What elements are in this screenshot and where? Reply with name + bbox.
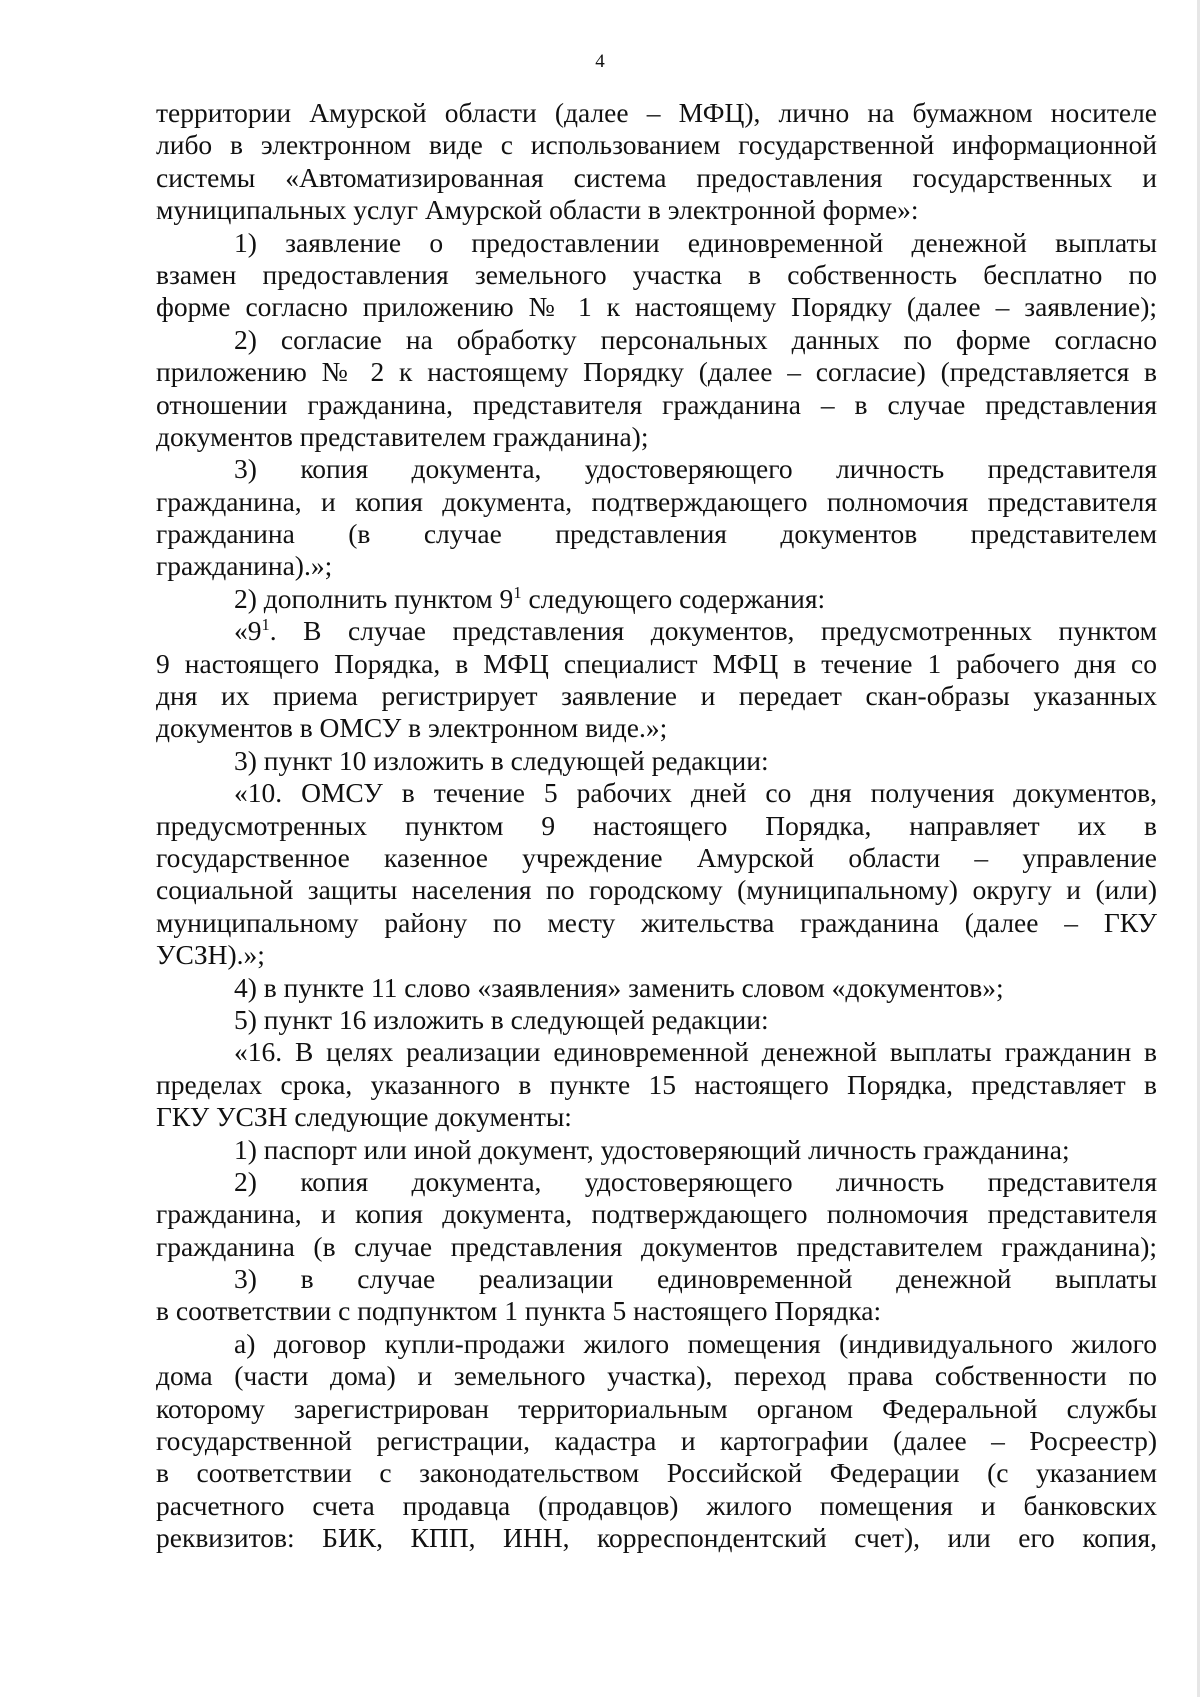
text-line [156,1393,1157,1425]
text-line [156,1101,1157,1133]
text-line [156,389,1157,421]
text-line [156,97,1157,129]
text-line [156,874,1157,906]
text-line [156,291,1157,323]
text-line [156,324,1157,356]
text-line [156,680,1157,712]
text-line-content: 2) дополнить пунктом 9 [234,582,514,614]
text-line-content: УСЗН).»; [156,939,265,971]
text-line [156,162,1157,194]
text-line-content: ГКУ УСЗН следующие документы: [156,1101,572,1133]
text-line [156,648,1157,680]
text-line-content: дня их приема регистрирует заявление и передает скан-образы указанных [156,680,1157,712]
text-line [156,842,1157,874]
text-line-content: социальной защиты населения по городскому (муниципальному) округу и (или) [156,874,1157,906]
text-line [156,939,1157,971]
text-line-content: гражданина).»; [156,550,333,582]
text-line-content: «10. ОМСУ в течение 5 рабочих дней со дня получения документов, [234,777,1157,809]
text-line-content: 3) в случае реализации единовременной денежной выплаты [234,1263,1157,1295]
text-line-content: системы «Автоматизированная система предоставления государственных и [156,161,1157,193]
text-line-content: приложению № 2 к настоящему Порядку (далее – согласие) (представляется в [156,356,1157,388]
text-line [156,259,1157,291]
text-line-content: гражданина (в случае представления документов представителем [156,518,1157,550]
text-line [156,129,1157,161]
text-line [156,1457,1157,1489]
text-line-content: 4) в пункте 11 слово «заявления» заменить словом «документов»; [234,971,1004,1003]
text-line-content: дома (части дома) и земельного участка), переход права собственности по [156,1360,1157,1392]
text-line [156,421,1157,453]
text-line [156,972,1157,1004]
text-line-content: государственное казенное учреждение Амурской области – управление [156,841,1157,873]
text-line [156,1036,1157,1068]
text-line [156,227,1157,259]
text-line-content: 3) пункт 10 изложить в следующей редакции: [234,744,769,776]
text-line-content: либо в электронном виде с использованием государственной информационной [156,129,1157,161]
text-line [156,1425,1157,1457]
text-line-content: взамен предоставления земельного участка в собственность бесплатно по [156,258,1157,290]
text-line-content: муниципальному району по месту жительства гражданина (далее – ГКУ [156,906,1157,938]
document-body [156,97,1157,1555]
text-line [156,583,1157,615]
text-line-content: муниципальных услуг Амурской области в электронной форме»: [156,194,919,226]
text-line-content: расчетного счета продавца (продавцов) жилого помещения и банковских [156,1489,1157,1521]
text-line [156,486,1157,518]
text-line [156,1490,1157,1522]
text-line [156,1263,1157,1295]
text-line-content: 2) согласие на обработку персональных данных по форме согласно [234,323,1157,355]
text-line-content: в соответствии с подпунктом 1 пункта 5 настоящего Порядка: [156,1295,882,1327]
text-line-continuation: . В случае представления документов, предусмотренных пунктом [269,615,1157,647]
page-number: 4 [595,51,605,72]
text-line [156,356,1157,388]
text-line [156,777,1157,809]
text-line-content: предусмотренных пунктом 9 настоящего Порядка, направляет их в [156,809,1157,841]
text-line [156,810,1157,842]
text-line-continuation: следующего содержания: [521,582,826,614]
text-line [156,615,1157,647]
text-line [156,1360,1157,1392]
text-line-content: 9 настоящего Порядка, в МФЦ специалист МФЦ в течение 1 рабочего дня со [156,647,1157,679]
text-line-content: 1) паспорт или иной документ, удостоверяющий личность гражданина; [234,1133,1070,1165]
text-line-content: «9 [234,615,262,647]
text-line [156,1134,1157,1166]
text-line-content: гражданина (в случае представления документов представителем гражданина); [156,1230,1157,1262]
text-line-content: государственной регистрации, кадастра и картографии (далее – Росреестр) [156,1425,1157,1457]
superscript: 1 [513,582,522,602]
text-line-content: 2) копия документа, удостоверяющего личность представителя [234,1165,1157,1197]
text-line-content: реквизитов: БИК, КПП, ИНН, корреспондентский счет), или его копия, [156,1522,1157,1554]
text-line-content: гражданина, и копия документа, подтверждающего полномочия представителя [156,1198,1157,1230]
text-line-content: 1) заявление о предоставлении единовременной денежной выплаты [234,226,1157,258]
text-line [156,194,1157,226]
text-line [156,1069,1157,1101]
text-line-content: территории Амурской области (далее – МФЦ), лично на бумажном носителе [156,97,1157,128]
text-line [156,1166,1157,1198]
text-line [156,1328,1157,1360]
text-line-content: которому зарегистрирован территориальным органом Федеральной службы [156,1392,1157,1424]
text-line [156,518,1157,550]
text-line-content: 5) пункт 16 изложить в следующей редакции: [234,1003,769,1035]
text-line [156,1198,1157,1230]
text-line [156,1295,1157,1327]
text-line-content: документов представителем гражданина); [156,420,649,452]
text-line [156,1231,1157,1263]
text-line [156,712,1157,744]
text-line [156,1522,1157,1554]
text-line-content: пределах срока, указанного в пункте 15 настоящего Порядка, представляет в [156,1068,1157,1100]
text-line-content: а) договор купли-продажи жилого помещения (индивидуального жилого [234,1327,1157,1359]
text-line-content: в соответствии с законодательством Российской Федерации (с указанием [156,1457,1157,1489]
text-line-content: отношении гражданина, представителя гражданина – в случае представления [156,388,1157,420]
text-line [156,745,1157,777]
text-line [156,1004,1157,1036]
text-line [156,453,1157,485]
text-line-content: форме согласно приложению № 1 к настоящему Порядку (далее – заявление); [156,291,1157,323]
text-line [156,907,1157,939]
text-line-content: документов в ОМСУ в электронном виде.»; [156,712,668,744]
text-line-content: гражданина, и копия документа, подтверждающего полномочия представителя [156,485,1157,517]
text-line-content: «16. В целях реализации единовременной денежной выплаты гражданин в [234,1036,1157,1068]
text-line [156,550,1157,582]
superscript: 1 [261,615,270,635]
text-line-content: 3) копия документа, удостоверяющего личность представителя [234,453,1157,485]
